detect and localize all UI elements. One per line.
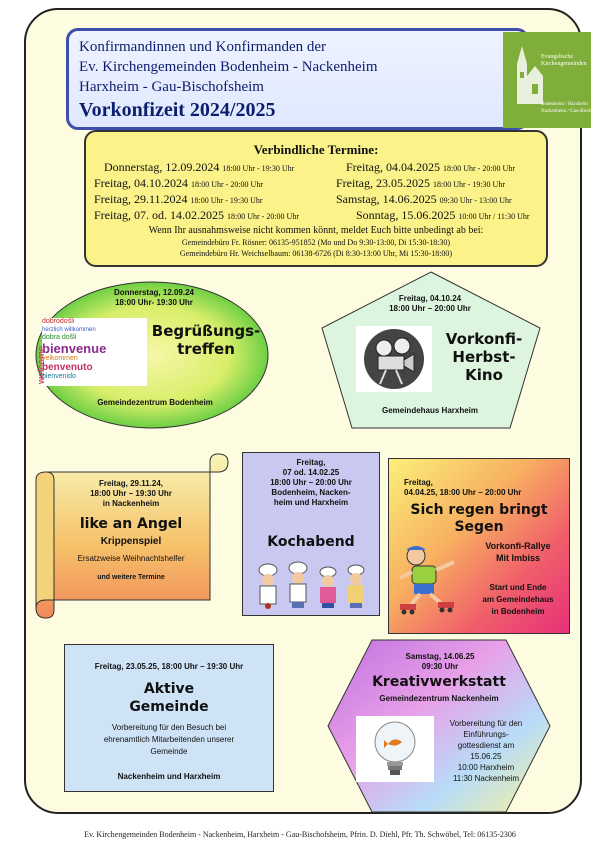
event7-date: Samstag, 14.06.25 <box>405 652 475 661</box>
event4-line-3: 18:00 Uhr – 20:00 Uhr <box>270 478 352 487</box>
event7-time: 09:30 Uhr <box>421 662 459 671</box>
event7-text-5: 10:00 Harxheim <box>457 763 515 772</box>
event6-place: Nackenheim und Harxheim <box>117 772 221 781</box>
event2-title-1: Vorkonfi- <box>445 330 523 348</box>
event2-time: 18:00 Uhr – 20:00 Uhr <box>389 304 471 313</box>
event1-place: Gemeindezentrum Bodenheim <box>97 398 213 407</box>
date-left-2: Freitag, 04.10.2024 <box>94 176 188 190</box>
event5-line-2: 04.04.25, 18:00 Uhr – 20:00 Uhr <box>404 488 522 497</box>
event6-title-2: Gemeinde <box>129 699 209 715</box>
event1-date: Donnerstag, 12.09.24 <box>113 288 195 297</box>
event5-title-2: Segen <box>454 519 504 535</box>
event7-text-3: gottesdienst am <box>457 741 515 750</box>
event1-title-1: Begrüßungs- <box>151 322 261 340</box>
welcome-word-vertical: welcome <box>36 345 46 384</box>
welcome-word-cloud: dobrodošli herzlich willkommen dobra došli bienvenue velkommen benvenuto bienvenido <box>42 318 147 386</box>
event4-line-2: 07 od. 14.02.25 <box>282 468 340 477</box>
dates-contact-1: Gemeindebüro Fr. Rösner: 06135-951852 (Mo und Do 9:30-13:00, Di 15:30-18:30) <box>181 238 451 247</box>
date-left-3: Freitag, 29.11.2024 <box>94 192 188 206</box>
event5-place-1: Start und Ende <box>489 583 547 592</box>
event3-location: in Nackenheim <box>102 499 160 508</box>
event7-text-1: Vorbereitung für den <box>449 719 523 728</box>
page-title: Vorkonfizeit 2024/2025 <box>79 99 276 121</box>
event5-sub-2: Mit Imbiss <box>495 553 540 563</box>
event4-line-5: heim und Harxheim <box>273 498 349 507</box>
event4-line-1: Freitag, <box>296 458 326 467</box>
event5-title-1: Sich regen bringt <box>410 502 548 518</box>
date-left-4: Freitag, 07. od. 14.02.2025 <box>94 208 224 222</box>
event5-sub-1: Vorkonfi-Rallye <box>485 541 551 551</box>
event4-title: Kochabend <box>267 534 355 550</box>
footer: Ev. Kirchengemeinden Bodenheim - Nackenheim, Harxheim - Gau-Bischofsheim, Pfrin. D. Diehl, Pfr. Th. Schwöbel, Tel: 06135-2306 <box>84 830 516 839</box>
date-right-3: Samstag, 14.06.2025 <box>336 192 437 206</box>
film-projector-icon <box>356 326 432 392</box>
date-right-2: Freitag, 23.05.2025 <box>336 176 430 190</box>
event6-desc-3: Gemeinde <box>150 747 188 756</box>
event6-title-1: Aktive <box>143 681 195 697</box>
event7-title: Kreativwerkstatt <box>372 674 506 690</box>
event3-sub: Krippenspiel <box>100 536 162 547</box>
skater-icon <box>396 544 466 616</box>
date-right-1: Freitag, 04.04.2025 <box>346 160 440 174</box>
date-left-1: Donnerstag, 12.09.2024 <box>104 160 220 174</box>
event7-place: Gemeindezentrum Nackenheim <box>379 694 499 703</box>
chefs-icon <box>250 560 372 610</box>
event3-time: 18:00 Uhr – 19:30 Uhr <box>90 489 172 498</box>
event2-title-2: Herbst-Kino <box>452 348 516 384</box>
event3-title: like an Angel <box>79 516 183 532</box>
event4-line-4: Bodenheim, Nacken- <box>271 488 351 497</box>
dates-box: Verbindliche Termine: Donnerstag, 12.09.2024 18:00 Uhr - 19:30 Uhr Freitag, 04.10.2024 18:00 Uhr - 20:00 Uhr Freitag, 29.11.2024 18:00 Uhr - 19:30 Uhr Freitag, 07. od. 14.02.2025 18:00 Uhr - 20:00 Uhr Freitag, 04.04.2025 18:00 Uhr - 20:00 Uhr Freitag, 23.05.2025 18:00 Uhr - 19:30 Uhr Samstag, 14.06.2025 09:30 Uhr - 13:00 Uhr Sonntag, 15.06.2025 10:00 Uhr / 11:30 Uhr Wenn Ihr ausnahmsweise nicht kommen könnt, meldet Euch bitte unbedingt ab bei: Gemeindebüro Fr. Rösner: 06135-951852 (Mo und Do 9:30-13:00, Di 15:30-18:30) Gemeindebüro Hr. Weichselbaum: 06138-6726 (Di 8:30-13:00 Uhr, Mi 15:30-18:00) <box>84 130 548 267</box>
header-line-3: Harxheim - Gau-Bischofsheim <box>79 79 264 95</box>
event3-sub2: Ersatzweise Weihnachtshelfer <box>77 554 185 563</box>
event1-title-2: treffen <box>177 340 235 358</box>
header-box <box>66 28 608 130</box>
date-right-4: Sonntag, 15.06.2025 <box>356 208 456 222</box>
event5-line-1: Freitag, <box>404 478 433 487</box>
event5-place-3: in Bodenheim <box>491 607 545 616</box>
event7-text-6: 11:30 Nackenheim <box>452 774 520 783</box>
dates-title: Verbindliche Termine: <box>253 142 379 157</box>
lightbulb-fish-icon <box>356 716 434 782</box>
event7-text-4: 15.06.25 <box>470 752 502 761</box>
dates-note: Wenn Ihr ausnahmsweise nicht kommen könnt, meldet Euch bitte unbedingt ab bei: <box>148 225 484 236</box>
header-line-2: Ev. Kirchengemeinden Bodenheim - Nackenheim <box>79 59 378 75</box>
event2-date: Freitag, 04.10.24 <box>398 294 462 303</box>
event6-desc-1: Vorbereitung für den Besuch bei <box>111 723 227 732</box>
church-logo: Evangelische Kirchengemeinden Bodenheim / Harxheim Nackenheim / Gau-Bischofsheim <box>503 32 591 128</box>
dates-contact-2: Gemeindebüro Hr. Weichselbaum: 06138-6726 (Di 8:30-13:00 Uhr, Mi 15:30-18:00) <box>179 249 453 258</box>
event3-date: Freitag, 29.11.24, <box>98 479 164 488</box>
event1-time: 18:00 Uhr- 19:30 Uhr <box>115 298 193 307</box>
event3-more: und weitere Termine <box>97 574 165 581</box>
event2-place: Gemeindehaus Harxheim <box>381 406 479 415</box>
event6-desc-2: ehrenamtlich Mitarbeitenden unserer <box>103 735 235 744</box>
event6-date: Freitag, 23.05.25, 18:00 Uhr – 19:30 Uhr <box>94 662 244 671</box>
church-icon <box>509 44 543 108</box>
event7-text-2: Einführungs- <box>463 730 509 739</box>
header-line-1: Konfirmandinnen und Konfirmanden der <box>79 39 327 55</box>
event5-place-2: am Gemeindehaus <box>482 595 554 604</box>
